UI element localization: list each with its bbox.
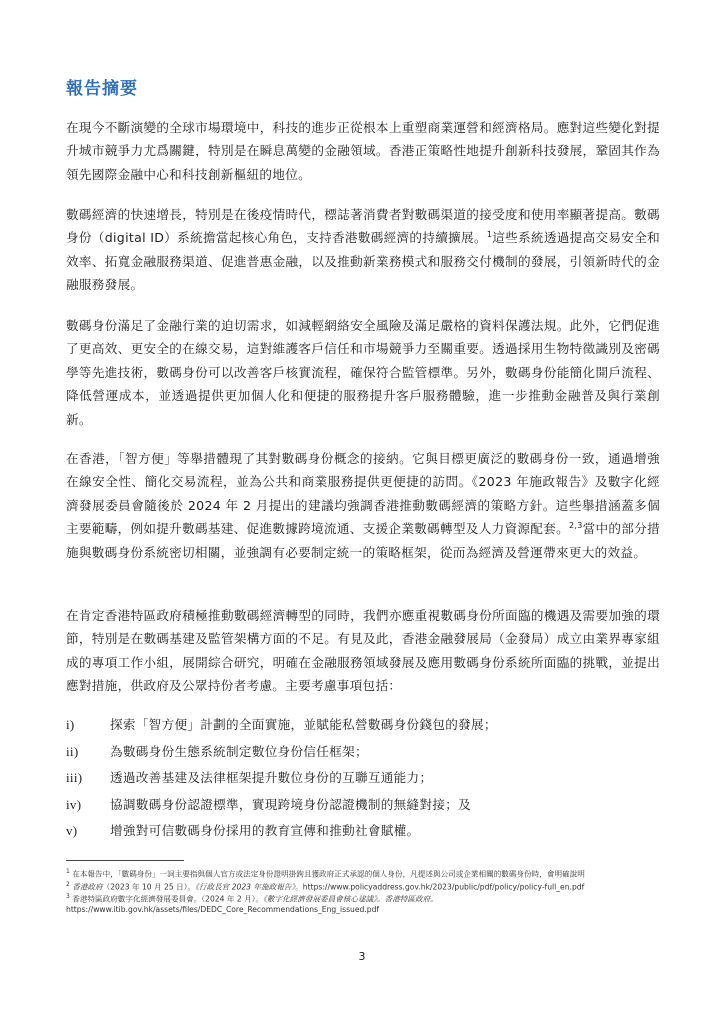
footnote-2 [66, 880, 660, 893]
list-text: 協調數碼身份認證標準，實現跨境身份認證機制的無縫對接；及 [110, 796, 472, 812]
footnote-url[interactable]: https://www.itib.gov.hk/assets/files/DEDC_Core_Recommendations_Eng_issued.pdf [66, 905, 380, 915]
footnote-ref[interactable]: 2,3 [568, 521, 583, 531]
footnote-number: 1 [66, 868, 70, 875]
footnote-ref[interactable]: 1 [486, 230, 493, 240]
footnote-title: 《數字化經濟發展委員會核心建議》 [263, 895, 378, 904]
list-number: i) [66, 717, 75, 732]
list-item [66, 712, 666, 739]
footnote-number: 3 [66, 893, 70, 901]
paragraph-digital-economy [66, 203, 660, 297]
footnote-1 [66, 867, 660, 880]
paragraph-working-group: 在肯定香港特區政府積極推動數碼經濟轉型的同時，我們亦應重視數碼身份所面臨的機遇及需要加強的環節，特別是在數碼基建及監管架構方面的不足。有見及此，香港金融發展局（金發局）成立由業界專家組成的專項工作小組，展開綜合研究，明確在金融服務領域發展及應用數碼身份系統所面臨的挑戰，並提出應對措施，供政府及公眾持份者考慮。主要考慮事項包括： [66, 608, 660, 694]
list-number: iii) [66, 770, 83, 785]
list-number: iv) [66, 796, 82, 812]
page-title: 報告摘要 [66, 79, 138, 99]
list-text: 探索「智方便」計劃的全面實施，並賦能私營數碼身份錢包的發展； [110, 717, 497, 732]
footnote-text: 在本報告中，「數碼身份」一詞主要指與個人官方或法定身份證明掛鉤且獲政府正式承認的個人身份，凡提述與公司或企業相關的數碼身份時，會明確說明 [72, 869, 585, 879]
list-item [66, 818, 666, 845]
list-text: 增強對可信數碼身份採用的教育宣傳和推動社會賦權。 [110, 823, 420, 838]
paragraph-text: 數碼經濟的快速增長，特別是在後疫情時代，標誌著消費者對數碼渠道的接受度和使用率顯著提高。數碼身份（digital ID）系統擔當起核心角色，支持香港數碼經濟的持續擴展。 [66, 207, 660, 246]
footnote-author: 香港政府 [72, 882, 103, 892]
list-text: 透過改善基建及法律框架提升數位身份的互聯互通能力； [110, 770, 433, 785]
paragraph-text: 這些系統透過提高交易安全和效率、拓寬金融服務渠道、促進普惠金融，以及推動新業務模式和服務交付機制的發展，引領新時代的金融服務發展。 [66, 230, 660, 293]
list-number: v) [66, 823, 78, 838]
list-text: 為數碼身份生態系統制定數位身份信任框架； [110, 743, 368, 759]
list-item [66, 765, 666, 792]
list-item [66, 792, 666, 819]
footnote-3 [66, 892, 660, 905]
list-number: ii) [66, 743, 79, 759]
footnote-divider [66, 860, 184, 861]
paragraph-hong-kong-initiatives [66, 447, 660, 564]
paragraph-text: 在香港，「智方便」等舉措體現了其對數碼身份概念的接納。它與目標更廣泛的數碼身份一致，通過增強在線安全性、簡化交易流程，並為公共和商業服務提供更便捷的訪問。《2023 年施政報告》及數字化經濟發展委員會隨後於 2024 年 2 月提出的建議均強調香港推動數碼經濟的策略方針。這些舉措涵蓋多個主要範疇，例如提升數碼基建、促進數據跨境流通、支援企業數碼轉型及人力資源配套。 [66, 451, 660, 537]
footnote-date: （2023 年 10 月 25 日）。 [102, 882, 196, 892]
footnote-author: 香港特區政府數字化經濟發展委員會。（2024 年 2 月）。 [72, 895, 264, 904]
considerations-list [66, 712, 666, 845]
paragraph-text: 當中的部分措施與數碼身份系統密切相關，並強調有必要制定統一的策略框架，從而為經濟及營運帶來更大的效益。 [66, 521, 660, 560]
page-number: 3 [358, 950, 366, 963]
footnote-link[interactable]: 。https://www.policyaddress.gov.hk/2023/public/pdf/policy/policy-full_en.pdf [295, 882, 585, 892]
footnotes [66, 867, 660, 915]
list-item [66, 739, 666, 766]
footnote-number: 2 [66, 880, 70, 888]
footnote-title: 《行政長官 2023 年施政報告》 [195, 882, 296, 892]
paragraph-financial-needs: 數碼身份滿足了金融行業的迫切需求，如減輕網絡安全風險及滿足嚴格的資料保護法規。此外，它們促進了更高效、更安全的在線交易，這對維護客戶信任和市場競爭力至關重要。透過採用生物特徵識別及密碼學等先進技術，數碼身份可以改善客戶核實流程，確保符合監管標準。另外，數碼身份能簡化開戶流程、降低營運成本，並透過提供更加個人化和便捷的服務提升客戶服務體驗，進一步推動金融普及與行業創新。 [66, 318, 660, 427]
footnote-publisher: 。香港特區政府。 [377, 895, 438, 904]
paragraph-intro: 在現今不斷演變的全球市場環境中，科技的進步正從根本上重塑商業運營和經濟格局。應對這些變化對提升城市競爭力尤爲關鍵，特別是在瞬息萬變的金融領域。香港正策略性地提升創新科技發展，鞏固其作為領先國際金融中心和科技創新樞紐的地位。 [66, 120, 660, 182]
